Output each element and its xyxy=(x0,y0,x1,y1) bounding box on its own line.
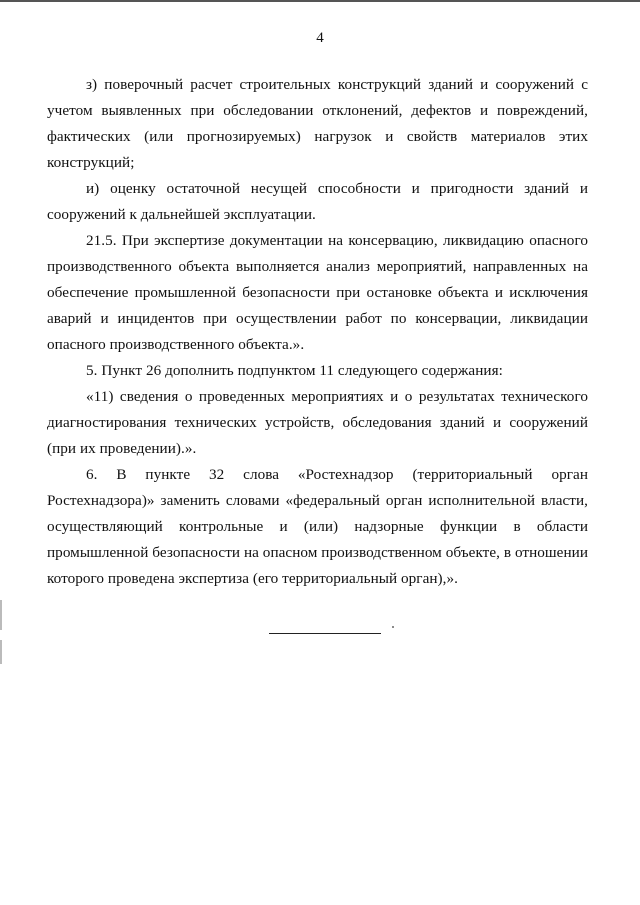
paragraph-item-6: 6. В пункте 32 слова «Ростехнадзор (территориальный орган Ростехнадзора)» заменить словами «федеральный орган исполнительной власти, осуществляющий контрольные и (или) надзорные функции в области промышленной безопасности на опасном производственном объекте, в отношении которого проведена экспертиза (его территориальный орган),». xyxy=(47,466,588,587)
paragraph-z-recalculation: з) поверочный расчет строительных конструкций зданий и сооружений с учетом выявленных при обследовании отклонений, дефектов и повреждений, фактических (или прогнозируемых) нагрузок и свойств материалов этих конструкций; xyxy=(47,76,588,171)
margin-scan-mark xyxy=(0,600,2,630)
paragraph-item-5: 5. Пункт 26 дополнить подпунктом 11 следующего содержания: xyxy=(86,362,503,379)
page-number: 4 xyxy=(316,30,324,46)
paragraph-subitem-11: «11) сведения о проведенных мероприятиях и о результатах технического диагностирования технических устройств, обследования зданий и сооружений (при их проведении).». xyxy=(47,388,588,457)
paragraph-i-assessment: и) оценку остаточной несущей способности и пригодности зданий и сооружений к дальнейшей эксплуатации. xyxy=(47,180,588,223)
scan-speck xyxy=(392,626,394,628)
top-edge-rule xyxy=(0,0,640,2)
margin-scan-mark xyxy=(0,640,2,664)
paragraph-21-5: 21.5. При экспертизе документации на консервацию, ликвидацию опасного производственного объекта выполняется анализ мероприятий, направленных на обеспечение промышленной безопасности при остановке объекта и исключения аварий и инцидентов при осуществлении работ по консервации, ликвидации опасного производственного объекта.». xyxy=(47,232,588,353)
document-body xyxy=(47,72,588,592)
closing-separator-line xyxy=(269,633,381,634)
